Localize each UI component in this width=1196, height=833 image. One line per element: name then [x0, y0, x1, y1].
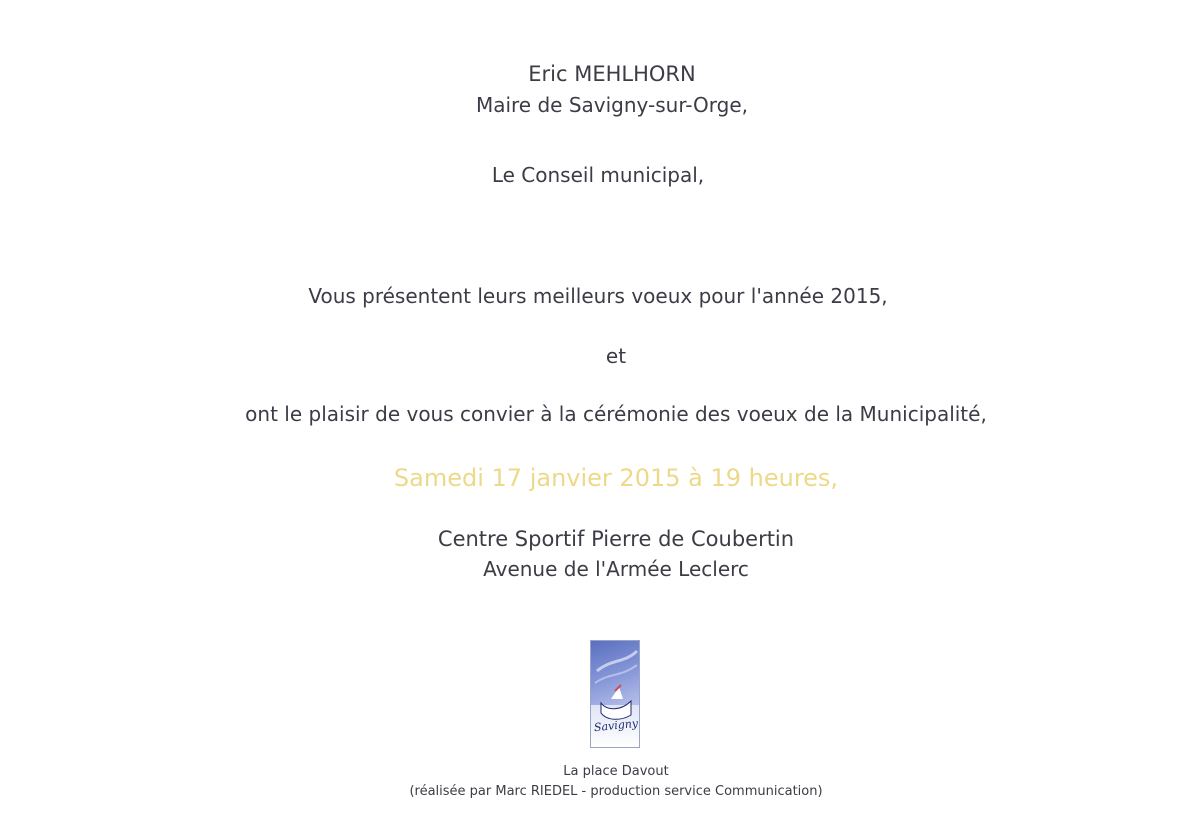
mayor-name: Eric MEHLHORN [528, 62, 696, 86]
logo-wordmark: Savigny [593, 716, 639, 735]
wishes-line: Vous présentent leurs meilleurs voeux pour l'année 2015, [308, 284, 888, 308]
event-date: Samedi 17 janvier 2015 à 19 heures, [393, 464, 839, 492]
mayor-title: Maire de Savigny-sur-Orge, [475, 93, 749, 117]
event-street: Avenue de l'Armée Leclerc [483, 557, 749, 581]
caption-credit: (réalisée par Marc RIEDEL - production service Communication) [409, 784, 823, 799]
caption-title: La place Davout [563, 764, 669, 779]
conjunction-line: et [605, 344, 627, 368]
council-line: Le Conseil municipal, [491, 163, 705, 187]
event-venue: Centre Sportif Pierre de Coubertin [437, 527, 795, 551]
invitation-line: ont le plaisir de vous convier à la cérémonie des voeux de la Municipalité, [245, 402, 987, 426]
savigny-logo-icon [590, 640, 640, 748]
